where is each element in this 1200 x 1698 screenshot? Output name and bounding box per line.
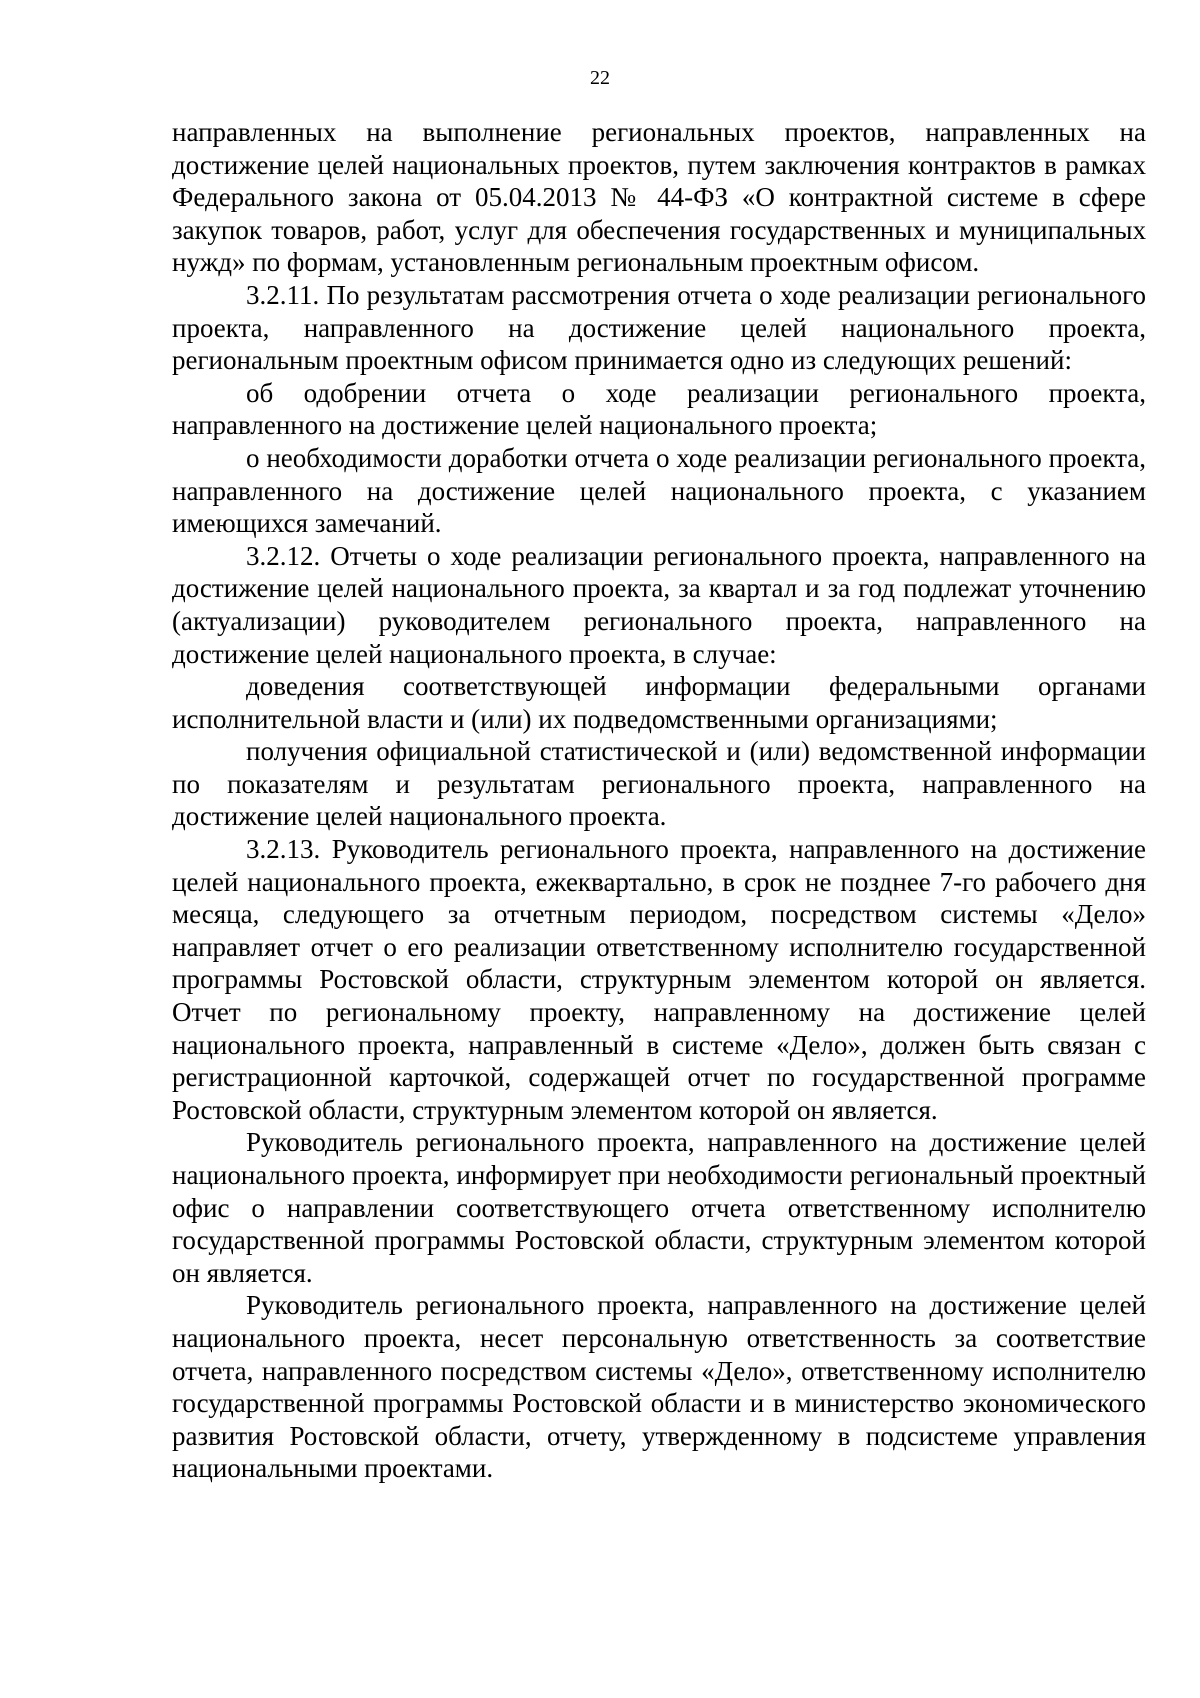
paragraph-continuation: направленных на выполнение региональных проектов, направленных на достижение целей национальных проектов, путем заключения контрактов в рамках Федерального закона от 05.04.2013 № 44-ФЗ «О контрактной системе в сфере закупок товаров, работ, услуг для обеспечения государственных и муниципальных нужд» по формам, установленным региональным проектным офисом.: [172, 117, 1146, 278]
paragraph-manager-responsibility: Руководитель регионального проекта, направленного на достижение целей национального проекта, несет персональную ответственность за соответствие отчета, направленного посредством системы «Дело», ответственному исполнителю государственной программы Ростовской области и в министерство экономического развития Ростовской области, отчету, утвержденному в подсистеме управления национальными проектами.: [172, 1290, 1146, 1484]
paragraph-case-statistics: получения официальной статистической и (или) ведомственной информации по показателям и результатам регионального проекта, направленного на достижение целей национального проекта.: [172, 736, 1146, 832]
paragraph-approval-option: об одобрении отчета о ходе реализации регионального проекта, направленного на достижение целей национального проекта;: [172, 377, 1146, 441]
paragraph-revision-option: о необходимости доработки отчета о ходе реализации регионального проекта, направленного на достижение целей национального проекта, с указанием имеющихся замечаний.: [172, 442, 1146, 539]
document-body: [172, 116, 1146, 1485]
page-number: 22: [590, 67, 610, 89]
paragraph-manager-informs: Руководитель регионального проекта, направленного на достижение целей национального проекта, информирует при необходимости региональный проектный офис о направлении соответствующего отчета ответственному исполнителю государственной программы Ростовской области, структурным элементом которой он является.: [172, 1127, 1146, 1288]
paragraph-3-2-12: 3.2.12. Отчеты о ходе реализации регионального проекта, направленного на достижение целей национального проекта, за квартал и за год подлежат уточнению (актуализации) руководителем регионального проекта, направленного на достижение целей национального проекта, в случае:: [172, 540, 1146, 669]
paragraph-3-2-13: 3.2.13. Руководитель регионального проекта, направленного на достижение целей национального проекта, ежеквартально, в срок не позднее 7-го рабочего дня месяца, следующего за отчетным периодом, посредством системы «Дело» направляет отчет о его реализации ответственному исполнителю государственной программы Ростовской области, структурным элементом которой он является. Отчет по региональному проекту, направленному на достижение целей национального проекта, направленный в системе «Дело», должен быть связан с регистрационной карточкой, содержащей отчет по государственной программе Ростовской области, структурным элементом которой он является.: [172, 834, 1146, 1125]
paragraph-3-2-11: 3.2.11. По результатам рассмотрения отчета о ходе реализации регионального проекта, направленного на достижение целей национального проекта, региональным проектным офисом принимается одно из следующих решений:: [172, 279, 1146, 376]
paragraph-case-federal-info: доведения соответствующей информации федеральными органами исполнительной власти и (или) их подведомственными организациями;: [172, 671, 1146, 734]
